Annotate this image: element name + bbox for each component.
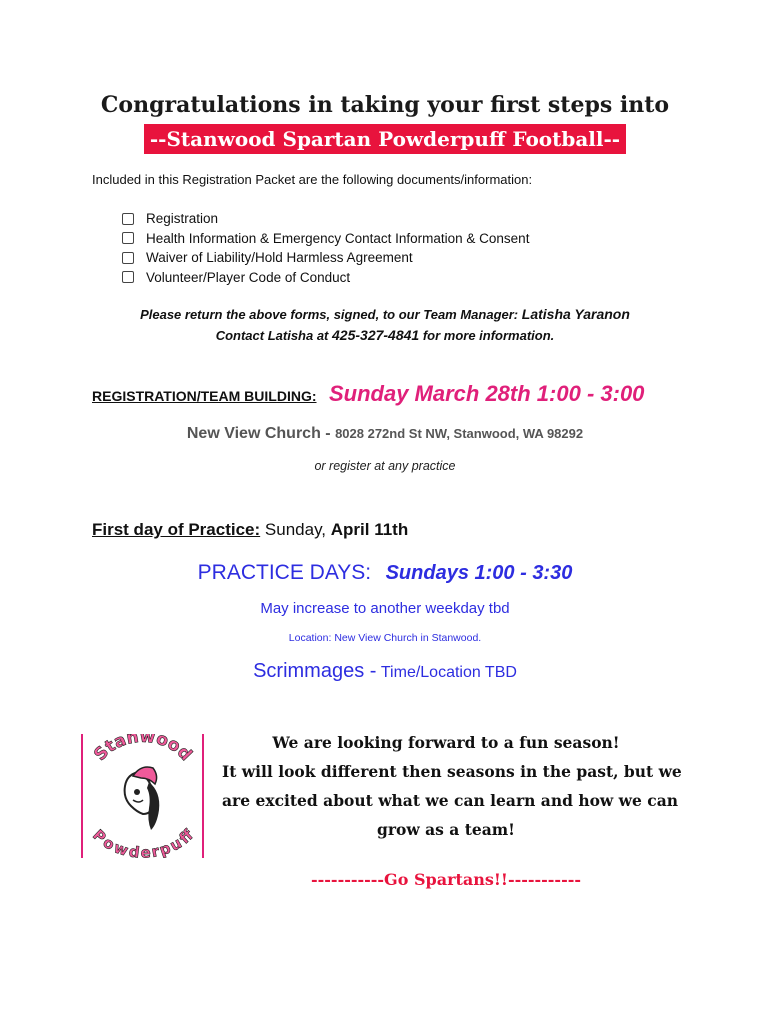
checkbox[interactable] bbox=[122, 271, 134, 283]
venue-name: New View Church - bbox=[186, 425, 331, 442]
return-note-text: Please return the above forms, signed, to our Team Manager: bbox=[140, 307, 519, 322]
logo-bottom-text: Powderpuff bbox=[89, 825, 197, 858]
practice-days-label: PRACTICE DAYS: bbox=[197, 561, 372, 584]
first-practice-label: First day of Practice: bbox=[92, 520, 261, 539]
message-line: It will look different then seasons in the past, but we bbox=[222, 762, 682, 781]
first-practice-day: Sunday, bbox=[264, 520, 327, 539]
checkbox[interactable] bbox=[122, 232, 134, 244]
checklist-label: Health Information & Emergency Contact Information & Consent bbox=[146, 230, 530, 246]
checklist-item bbox=[122, 268, 529, 288]
checklist-label: Registration bbox=[146, 211, 219, 227]
registration-date: Sunday March 28th 1:00 - 3:00 bbox=[328, 381, 645, 406]
team-manager-name: Latisha Yaranon bbox=[521, 306, 630, 322]
venue-address: 8028 272nd St NW, Stanwood, WA 98292 bbox=[335, 426, 584, 441]
subtitle-text: --Stanwood Spartan Powderpuff Football-- bbox=[144, 124, 626, 154]
venue bbox=[0, 425, 770, 443]
first-practice-date: April 11th bbox=[330, 520, 409, 539]
checkbox[interactable] bbox=[122, 213, 134, 225]
checklist-item bbox=[122, 209, 529, 229]
scrimmages bbox=[0, 660, 770, 683]
spartan-helmet-icon bbox=[125, 767, 160, 830]
message-line: grow as a team! bbox=[377, 820, 515, 839]
checkbox[interactable] bbox=[122, 252, 134, 264]
contact-note bbox=[0, 327, 770, 343]
message-line: are excited about what we can learn and how we can bbox=[222, 791, 679, 810]
message-line: We are looking forward to a fun season! bbox=[272, 733, 620, 752]
contact-note-pre: Contact Latisha at bbox=[215, 328, 329, 343]
alternate-registration: or register at any practice bbox=[314, 459, 456, 473]
document-checklist bbox=[122, 209, 529, 287]
practice-note: May increase to another weekday tbd bbox=[260, 600, 510, 617]
contact-phone: 425-327-4841 bbox=[332, 327, 420, 343]
checklist-label: Waiver of Liability/Hold Harmless Agreement bbox=[146, 250, 413, 266]
logo-graphic bbox=[81, 734, 204, 858]
scrimmages-detail: Time/Location TBD bbox=[380, 664, 517, 681]
scrimmages-label: Scrimmages - bbox=[253, 660, 377, 682]
return-note bbox=[0, 306, 770, 322]
registration-row bbox=[92, 381, 644, 407]
closing-message bbox=[222, 728, 682, 844]
subtitle-banner bbox=[0, 124, 770, 154]
practice-days-time: Sundays 1:00 - 3:30 bbox=[385, 562, 573, 584]
checklist-item bbox=[122, 248, 529, 268]
stanwood-powderpuff-logo bbox=[81, 734, 204, 858]
practice-days bbox=[0, 561, 770, 585]
first-practice bbox=[92, 520, 408, 540]
intro-text: Included in this Registration Packet are the following documents/information: bbox=[92, 172, 533, 187]
contact-note-post: for more information. bbox=[422, 328, 555, 343]
registration-label: REGISTRATION/TEAM BUILDING: bbox=[92, 388, 317, 404]
practice-location: Location: New View Church in Stanwood. bbox=[288, 632, 482, 644]
checklist-item bbox=[122, 229, 529, 249]
page-title: Congratulations in taking your first steps into bbox=[100, 92, 670, 118]
logo-top-text: Stanwood bbox=[90, 734, 196, 765]
go-spartans: -----------Go Spartans!!----------- bbox=[311, 870, 581, 889]
checklist-label: Volunteer/Player Code of Conduct bbox=[146, 269, 351, 285]
